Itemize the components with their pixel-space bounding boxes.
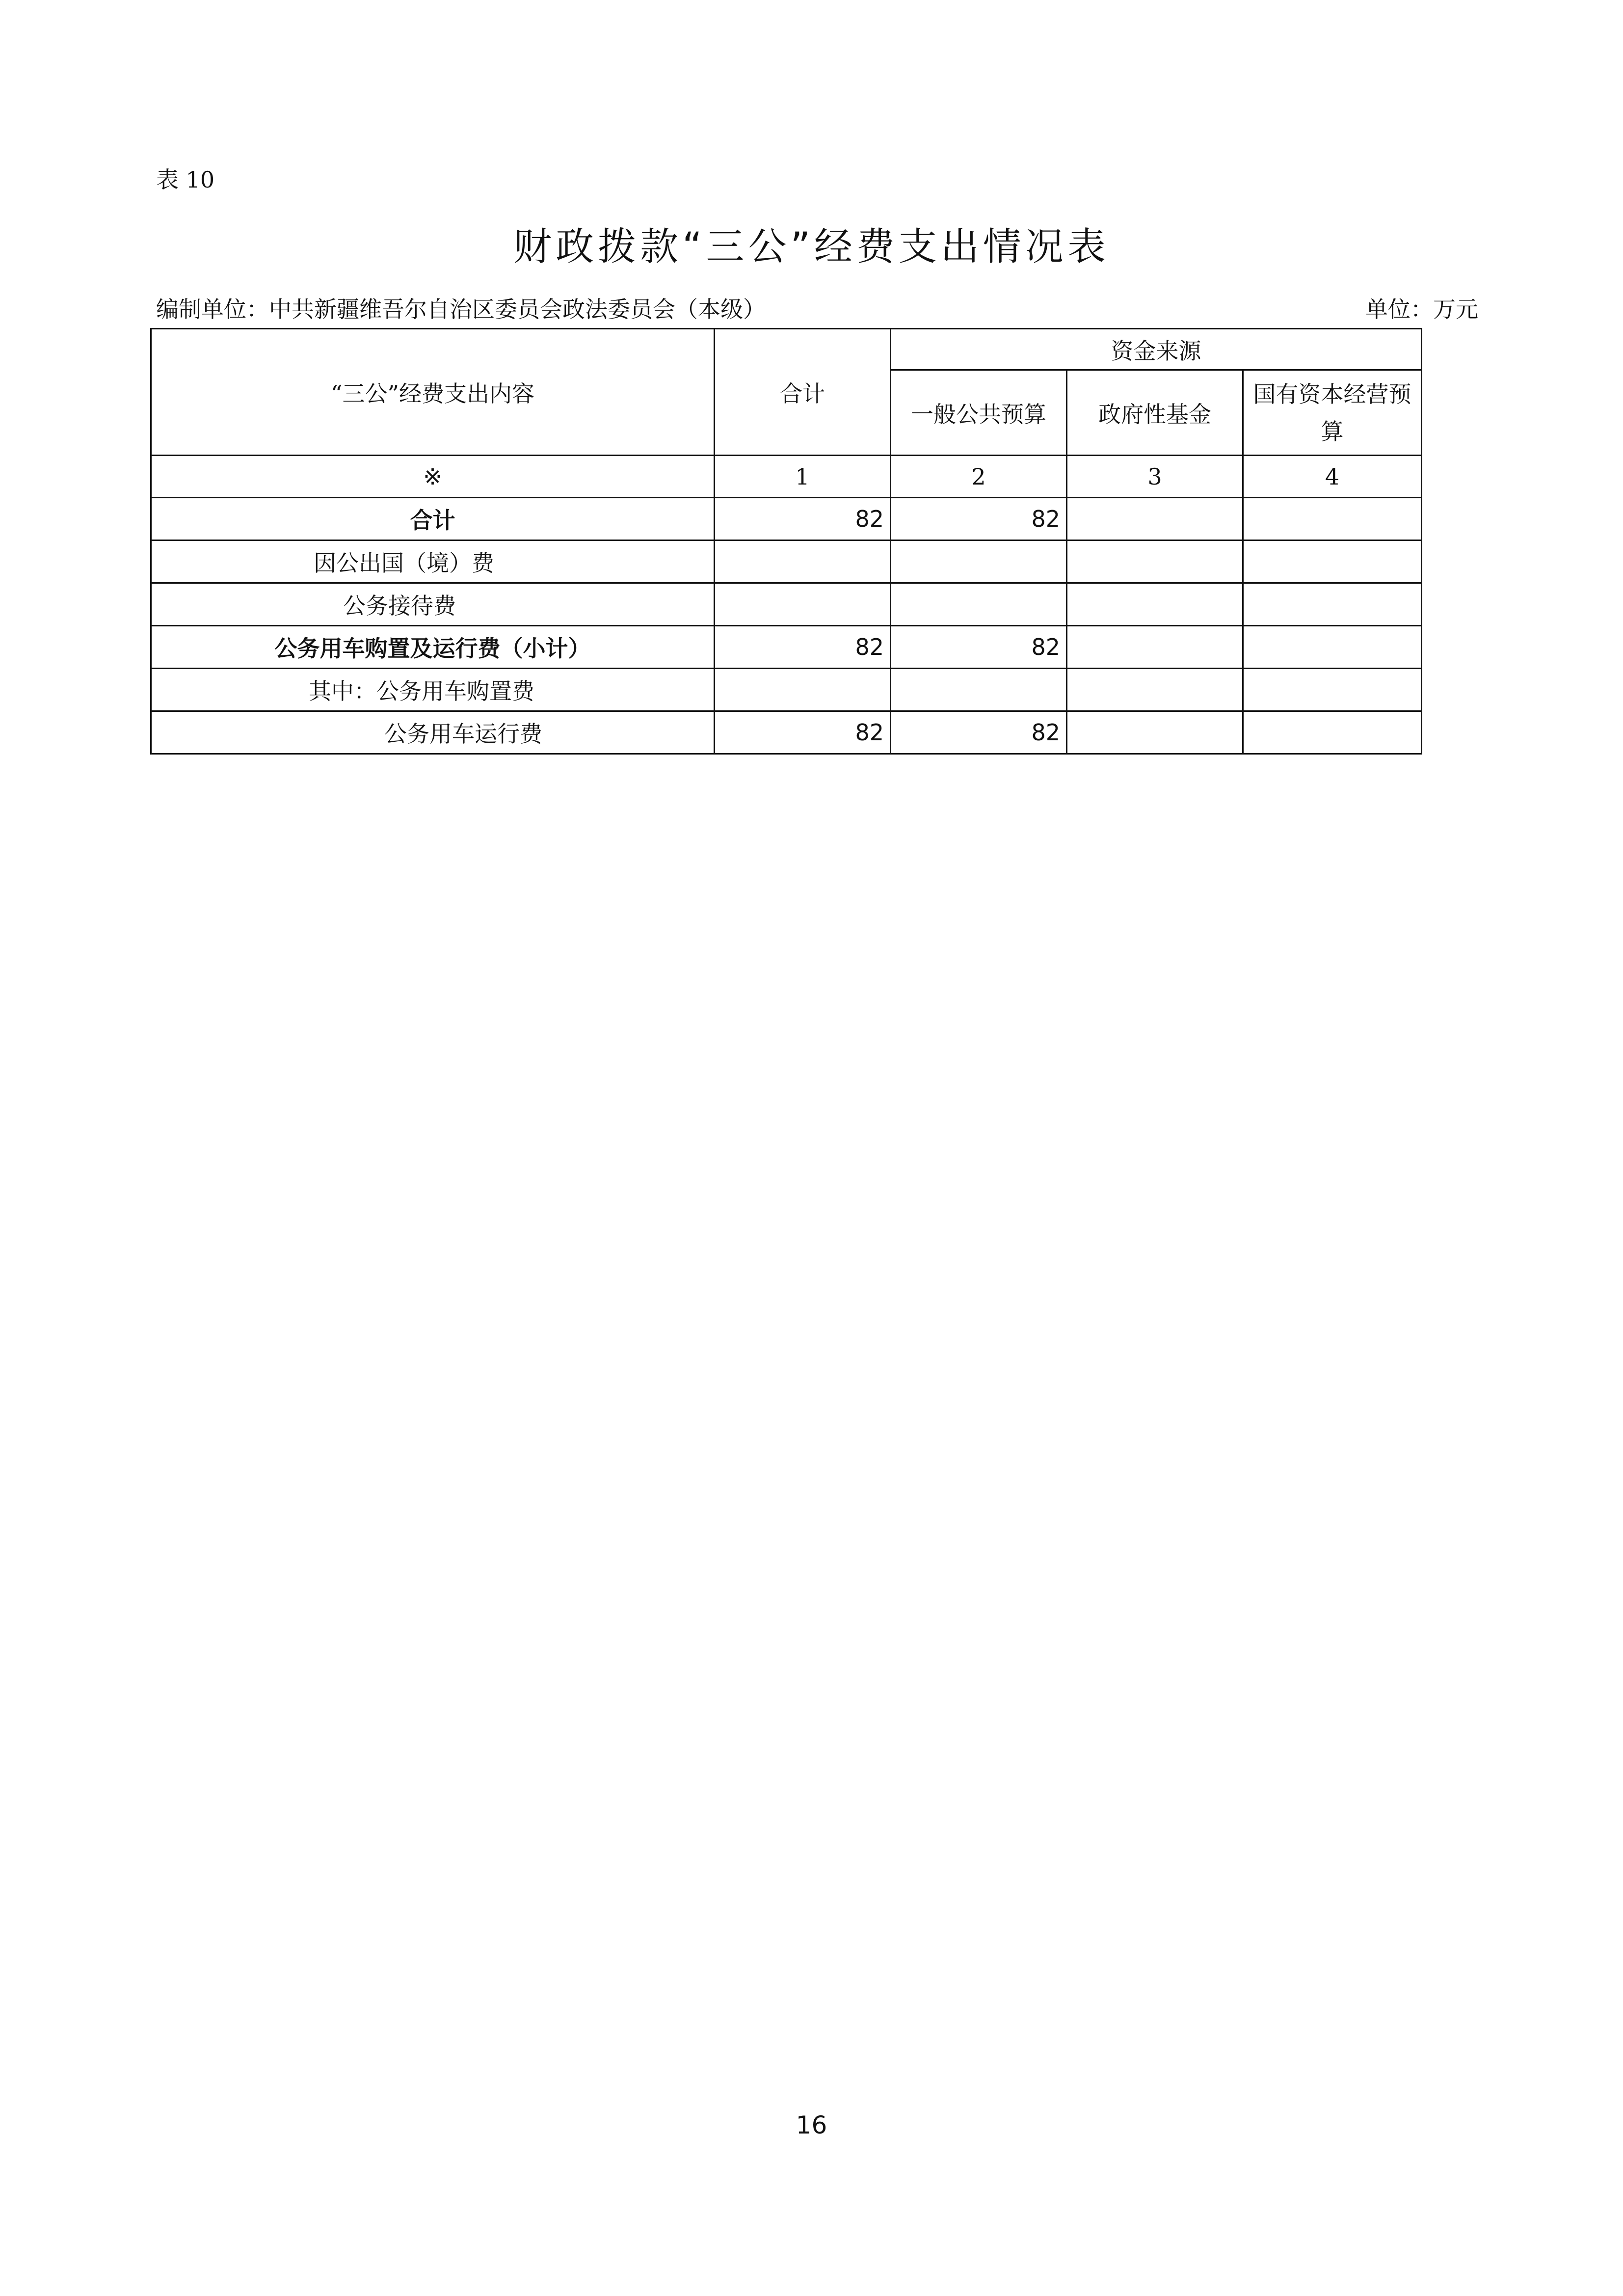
row-name: 其中：公务用车购置费 bbox=[151, 669, 715, 711]
table-header-row bbox=[151, 329, 1422, 370]
header-general-budget: 一般公共预算 bbox=[891, 370, 1067, 456]
index-cell: 3 bbox=[1067, 456, 1243, 498]
compiler-unit-row bbox=[156, 292, 1478, 324]
row-name: 合计 bbox=[151, 498, 715, 540]
cell-state bbox=[1243, 540, 1422, 583]
cell-gov bbox=[1067, 583, 1243, 626]
table-row bbox=[151, 540, 1422, 583]
table-row bbox=[151, 669, 1422, 711]
cell-state bbox=[1243, 669, 1422, 711]
page-title: 财政拨款“三公”经费支出情况表 bbox=[513, 225, 1110, 269]
page-number: 16 bbox=[796, 2111, 827, 2139]
cell-general: 82 bbox=[891, 626, 1067, 669]
row-name: 因公出国（境）费 bbox=[151, 540, 715, 583]
cell-total bbox=[715, 540, 891, 583]
index-cell: 4 bbox=[1243, 456, 1422, 498]
cell-total bbox=[715, 583, 891, 626]
table-row bbox=[151, 498, 1422, 540]
cell-total: 82 bbox=[715, 711, 891, 754]
cell-total bbox=[715, 669, 891, 711]
row-name: 公务接待费 bbox=[151, 583, 715, 626]
header-state-capital: 国有资本经营预算 bbox=[1243, 370, 1422, 456]
cell-gov bbox=[1067, 626, 1243, 669]
cell-state bbox=[1243, 583, 1422, 626]
cell-gov bbox=[1067, 711, 1243, 754]
row-name: 公务用车运行费 bbox=[151, 711, 715, 754]
table-row bbox=[151, 711, 1422, 754]
expenditure-table bbox=[150, 328, 1422, 755]
cell-state bbox=[1243, 626, 1422, 669]
row-name: 公务用车购置及运行费（小计） bbox=[151, 626, 715, 669]
header-total: 合计 bbox=[715, 329, 891, 456]
cell-gov bbox=[1067, 498, 1243, 540]
cell-general bbox=[891, 540, 1067, 583]
cell-state bbox=[1243, 498, 1422, 540]
cell-state bbox=[1243, 711, 1422, 754]
cell-gov bbox=[1067, 540, 1243, 583]
index-row bbox=[151, 456, 1422, 498]
cell-general bbox=[891, 669, 1067, 711]
cell-general: 82 bbox=[891, 711, 1067, 754]
cell-total: 82 bbox=[715, 626, 891, 669]
cell-gov bbox=[1067, 669, 1243, 711]
table-row bbox=[151, 626, 1422, 669]
cell-total: 82 bbox=[715, 498, 891, 540]
table-number-label: 表 10 bbox=[156, 166, 215, 193]
compiler-label: 编制单位：中共新疆维吾尔自治区委员会政法委员会（本级） bbox=[156, 296, 766, 323]
table-row bbox=[151, 583, 1422, 626]
index-cell: 2 bbox=[891, 456, 1067, 498]
index-cell: ※ bbox=[151, 456, 715, 498]
header-gov-fund: 政府性基金 bbox=[1067, 370, 1243, 456]
unit-label: 单位：万元 bbox=[1365, 296, 1478, 323]
cell-general: 82 bbox=[891, 498, 1067, 540]
header-funding-source: 资金来源 bbox=[891, 329, 1422, 370]
cell-general bbox=[891, 583, 1067, 626]
header-content: “三公”经费支出内容 bbox=[151, 329, 715, 456]
index-cell: 1 bbox=[715, 456, 891, 498]
